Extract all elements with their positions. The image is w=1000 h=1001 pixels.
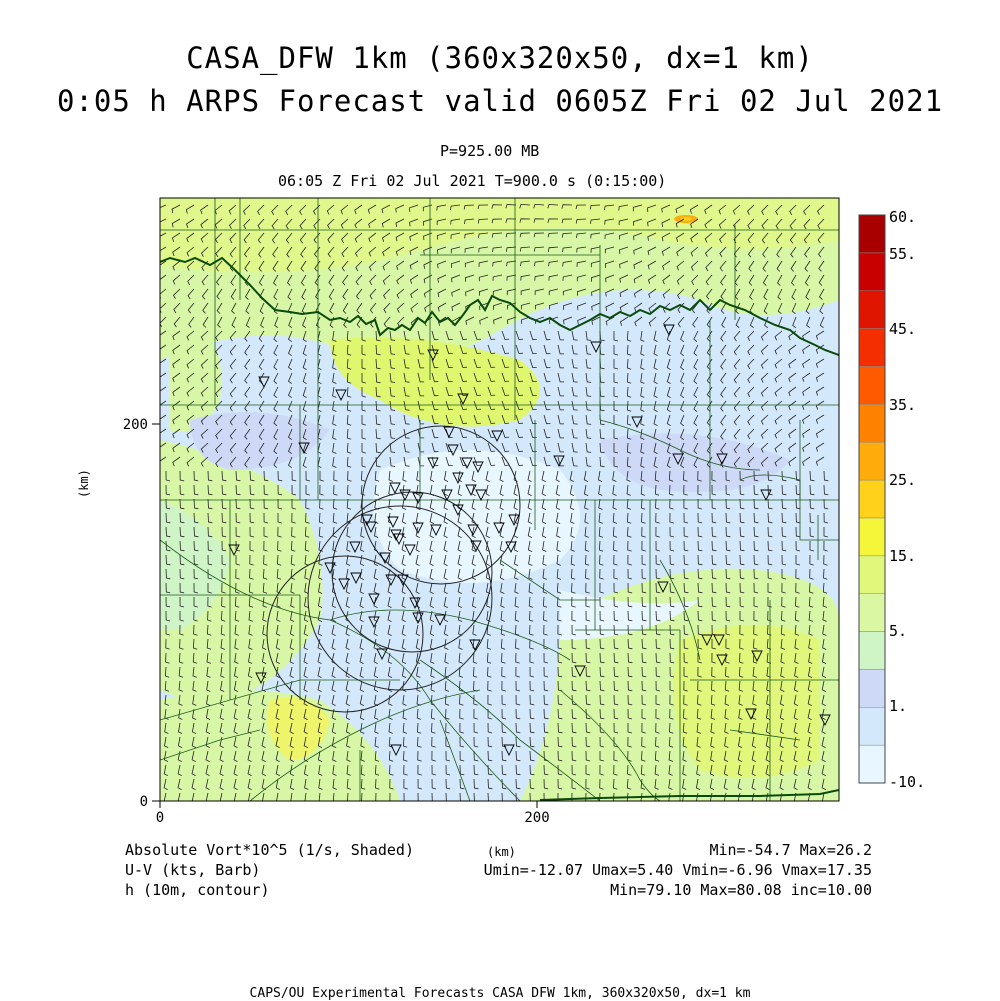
color-bar-label: 35. bbox=[889, 396, 917, 414]
y-tick-200: 200 bbox=[122, 417, 148, 433]
x-axis-label: (km) bbox=[487, 845, 516, 859]
color-bar-segment bbox=[859, 745, 885, 783]
color-bar-segment bbox=[859, 253, 885, 291]
color-bar-segment bbox=[859, 329, 885, 367]
color-bar bbox=[859, 215, 885, 783]
color-bar-labels bbox=[889, 208, 925, 791]
stats-contour: Min=79.10 Max=80.08 inc=10.00 bbox=[610, 881, 872, 899]
color-bar-segment bbox=[859, 366, 885, 404]
color-bar-label: 5. bbox=[889, 622, 908, 640]
color-bar-label: 60. bbox=[889, 208, 917, 226]
color-bar-segment bbox=[859, 518, 885, 556]
color-bar-segment bbox=[859, 442, 885, 480]
pressure-level-label: P=925.00 MB bbox=[440, 142, 540, 160]
color-bar-label: 1. bbox=[889, 697, 908, 715]
valid-time-label: 06:05 Z Fri 02 Jul 2021 T=900.0 s (0:15:00) bbox=[278, 172, 667, 190]
legend-shaded-field: Absolute Vort*10^5 (1/s, Shaded) bbox=[125, 841, 414, 859]
color-bar-label: -10. bbox=[889, 773, 926, 791]
color-bar-segment bbox=[859, 556, 885, 594]
color-bar-label: 55. bbox=[889, 245, 917, 263]
legend-barb-field: U-V (kts, Barb) bbox=[125, 861, 261, 879]
y-tick-0: 0 bbox=[139, 794, 148, 810]
stats-barb: Umin=-12.07 Umax=5.40 Vmin=-6.96 Vmax=17.35 bbox=[483, 861, 872, 879]
color-bar-segment bbox=[859, 215, 885, 253]
color-bar-label: 15. bbox=[889, 547, 917, 565]
color-bar-segment bbox=[859, 707, 885, 745]
plot-title-line1: CASA_DFW 1km (360x320x50, dx=1 km) bbox=[186, 41, 814, 75]
color-bar-segment bbox=[859, 632, 885, 670]
color-bar-label: 25. bbox=[889, 471, 917, 489]
color-bar-label: 45. bbox=[889, 320, 917, 338]
color-bar-segment bbox=[859, 480, 885, 518]
stats-shaded: Min=-54.7 Max=26.2 bbox=[709, 841, 872, 859]
color-bar-segment bbox=[859, 669, 885, 707]
plot-title-line2: 0:05 h ARPS Forecast valid 0605Z Fri 02 Jul 2021 bbox=[56, 84, 944, 118]
y-axis-label: (km) bbox=[77, 469, 91, 498]
legend-contour-field: h (10m, contour) bbox=[125, 881, 270, 899]
footer-credit: CAPS/OU Experimental Forecasts CASA DFW 1km, 360x320x50, dx=1 km bbox=[249, 986, 751, 1001]
x-tick-0: 0 bbox=[155, 810, 165, 826]
x-tick-200: 200 bbox=[524, 810, 550, 826]
vorticity-shading bbox=[160, 198, 839, 801]
color-bar-segment bbox=[859, 291, 885, 329]
color-bar-segment bbox=[859, 404, 885, 442]
color-bar-segment bbox=[859, 594, 885, 632]
